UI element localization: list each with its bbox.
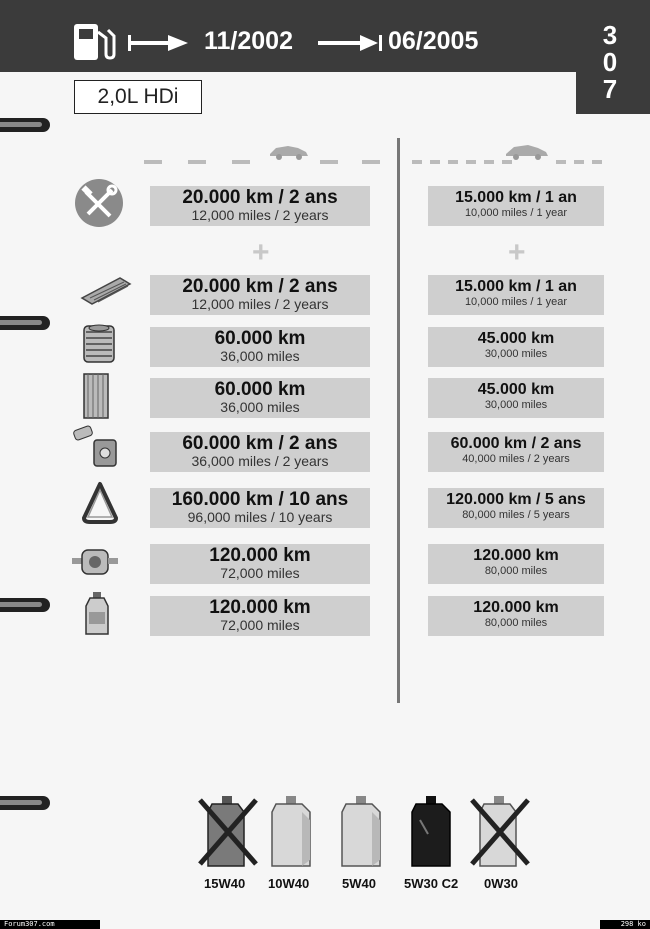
interval-miles: 36,000 miles xyxy=(220,399,300,415)
interval-km: 120.000 km xyxy=(473,547,559,564)
left-interval-air-filter xyxy=(150,378,370,418)
binder-ring xyxy=(0,316,50,330)
interval-km: 120.000 km xyxy=(209,545,311,566)
model-digit: 7 xyxy=(602,74,618,104)
air-filter-icon xyxy=(80,372,114,420)
interval-miles: 72,000 miles xyxy=(220,617,300,633)
left-interval-cabin-filter xyxy=(150,275,370,315)
fuel-filter-icon xyxy=(80,322,118,366)
fuel-pump-icon xyxy=(72,22,118,62)
left-interval-timing-belt xyxy=(150,488,370,528)
interval-miles: 10,000 miles / 1 year xyxy=(464,296,568,308)
interval-km: 120.000 km / 5 ans xyxy=(446,491,586,508)
particle-filter-icon xyxy=(72,544,118,580)
interval-km: 60.000 km / 2 ans xyxy=(182,433,338,454)
oil-grade-label: 5W30 C2 xyxy=(404,876,459,891)
interval-miles: 80,000 miles / 5 years xyxy=(462,509,570,521)
additive-bottle-icon xyxy=(80,590,114,638)
model-digit: 3 xyxy=(602,20,618,50)
plus-sign: + xyxy=(252,236,270,269)
left-column-header xyxy=(144,150,380,168)
interval-km: 20.000 km / 2 ans xyxy=(182,187,338,208)
footer-site: Forum307.com xyxy=(0,920,100,929)
interval-miles: 80,000 miles xyxy=(484,565,548,577)
service-tools-icon xyxy=(70,178,128,228)
oil-can-icon xyxy=(408,794,458,870)
oil-can-icon xyxy=(338,794,388,870)
interval-km: 45.000 km xyxy=(477,330,555,347)
brake-fluid-icon xyxy=(70,424,122,472)
cabin-filter-icon xyxy=(80,270,132,310)
binder-ring xyxy=(0,796,50,810)
interval-miles: 10,000 miles / 1 year xyxy=(464,207,568,219)
car-icon xyxy=(504,142,550,160)
interval-km: 60.000 km xyxy=(214,328,306,349)
right-interval-cabin-filter xyxy=(428,275,604,315)
left-interval-brake-fluid xyxy=(150,432,370,472)
right-interval-timing-belt xyxy=(428,488,604,528)
interval-miles: 12,000 miles / 2 years xyxy=(191,296,329,312)
interval-miles: 30,000 miles xyxy=(484,348,548,360)
interval-miles: 80,000 miles xyxy=(484,617,548,629)
interval-km: 60.000 km xyxy=(214,379,306,400)
right-interval-fuel-filter xyxy=(428,327,604,367)
oil-grade-label: 0W30 xyxy=(484,876,518,891)
date-to: 06/2005 xyxy=(388,27,479,55)
engine-label: 2,0L HDi xyxy=(74,80,202,114)
plus-sign: + xyxy=(508,236,526,269)
left-interval-additive xyxy=(150,596,370,636)
timing-belt-icon xyxy=(80,480,120,526)
interval-miles: 72,000 miles xyxy=(220,565,300,581)
right-interval-service xyxy=(428,186,604,226)
oil-can-icon xyxy=(470,794,530,870)
interval-km: 15.000 km / 1 an xyxy=(455,189,577,206)
car-icon xyxy=(268,142,310,160)
interval-km: 60.000 km / 2 ans xyxy=(450,435,582,452)
interval-km: 120.000 km xyxy=(473,599,559,616)
interval-km: 45.000 km xyxy=(477,381,555,398)
right-interval-additive xyxy=(428,596,604,636)
oil-grade-label: 10W40 xyxy=(268,876,310,891)
right-interval-air-filter xyxy=(428,378,604,418)
interval-miles: 36,000 miles / 2 years xyxy=(191,453,329,469)
interval-km: 120.000 km xyxy=(209,597,311,618)
interval-km: 15.000 km / 1 an xyxy=(455,278,577,295)
oil-can-icon xyxy=(268,794,318,870)
interval-miles: 96,000 miles / 10 years xyxy=(187,509,333,525)
left-interval-particle-filter xyxy=(150,544,370,584)
right-interval-particle-filter xyxy=(428,544,604,584)
interval-miles: 40,000 miles / 2 years xyxy=(462,453,570,465)
left-interval-service xyxy=(150,186,370,226)
interval-miles: 12,000 miles / 2 years xyxy=(191,207,329,223)
arrow-right-icon xyxy=(318,34,384,52)
binder-ring xyxy=(0,598,50,612)
oil-grade-label: 15W40 xyxy=(204,876,246,891)
interval-miles: 30,000 miles xyxy=(484,399,548,411)
column-divider xyxy=(397,138,400,703)
model-digit: 0 xyxy=(602,47,618,77)
left-interval-fuel-filter xyxy=(150,327,370,367)
oil-grade-label: 5W40 xyxy=(342,876,376,891)
footer-size: 298 ko xyxy=(600,920,650,929)
date-from: 11/2002 xyxy=(204,27,293,55)
arrow-right-icon xyxy=(128,34,190,52)
interval-km: 20.000 km / 2 ans xyxy=(182,276,338,297)
right-interval-brake-fluid xyxy=(428,432,604,472)
binder-ring xyxy=(0,118,50,132)
oil-can-icon xyxy=(198,794,258,870)
interval-miles: 36,000 miles xyxy=(220,348,300,364)
interval-km: 160.000 km / 10 ans xyxy=(171,489,349,510)
